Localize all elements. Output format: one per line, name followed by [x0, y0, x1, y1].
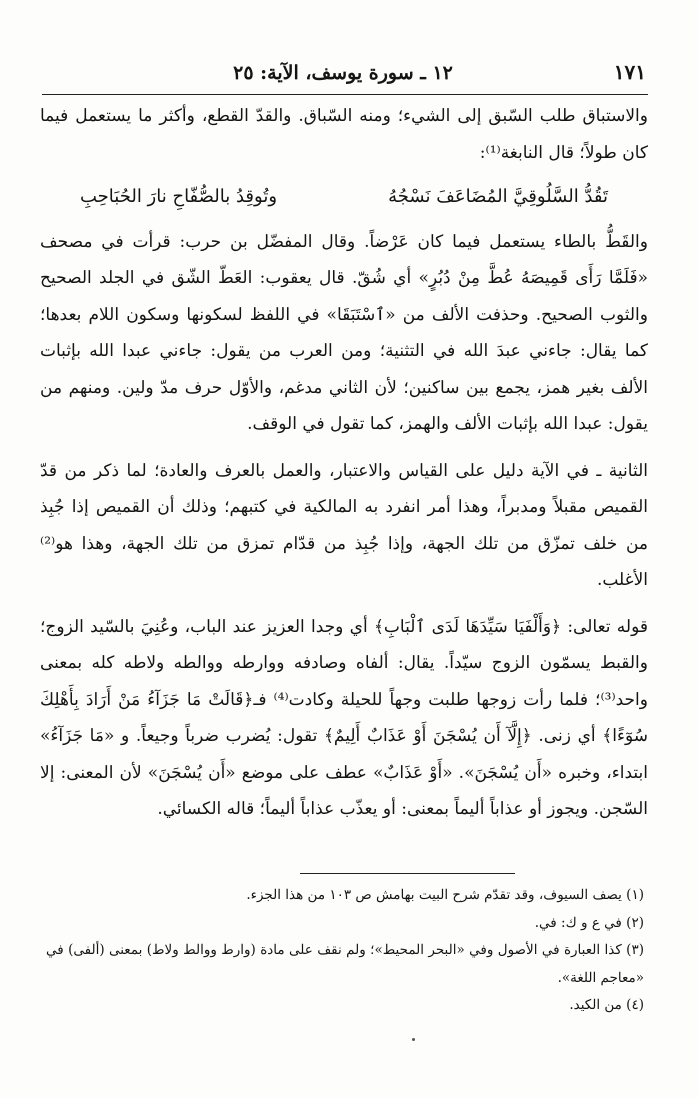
page-number: ١٧١: [613, 60, 646, 84]
footnote-rule: [300, 873, 515, 874]
paragraph-4: قوله تعالى: ﴿وَأَلْفَيَا سَيِّدَهَا لَدَى ٱلْبَابِ﴾ أي وجدا العزيز عند الباب، وعُنِيَ بالسّيد الزوج؛ والقبط يسمّون الزوج سيّداً. يقال: ألفاه وصادفه ووارطه ووالطه ولاطه كله بمعنى واحد⁽³⁾؛ فلما رأت زوجها طلبت وجهاً للحيلة وكادت⁽⁴⁾ فـ﴿قَالَتْ مَا جَزَآءُ مَنْ أَرَادَ بِأَهْلِكَ سُوٓءًا﴾ أي زنى. ﴿إِلَّآ أَن يُسْجَنَ أَوْ عَذَابٌ أَلِيمٌ﴾ تقول: يُضرب ضرباً وجيعاً. و «مَا جَزَآءُ» ابتداء، وخبره «أَن يُسْجَنَ». «أَوْ عَذَابٌ» عطف على موضع «أَن يُسْجَنَ» لأن المعنى: إلا السّجن. ويجوز أو عذاباً أليماً بمعنى: أو يعذّب عذاباً أليماً؛ قاله الكسائي.: [40, 616, 648, 819]
ink-dot: [412, 1038, 415, 1041]
verse-second-hemistich: وتُوقِدُ بالصُّفّاحِ نارَ الحُبَاحِبِ: [80, 186, 278, 207]
verse-first-hemistich: تَقُدُّ السَّلُوقِيَّ المُضَاعَفَ نَسْجُهُ: [388, 186, 608, 207]
footnote-3: (٣) كذا العبارة في الأصول وفي «البحر المحيط»؛ ولم نقف على مادة (وارط ووالط ولاط) بمعنى (ألفى) في «معاجم اللغة».: [46, 942, 644, 986]
page-header: [40, 56, 646, 92]
paragraph-spacer: [40, 599, 648, 609]
running-title: ١٢ ـ سورة يوسف، الآية: ٢٥: [233, 62, 453, 84]
poetry-verse: [40, 179, 648, 216]
paragraph-2: والقَطُّ بالطاء يستعمل فيما كان عَرْضاً. وقال المفضّل بن حرب: قرأت في مصحف «فَلَمَّا رَأَى قَمِيصَهُ عُطَّ مِنْ دُبُرٍ» أي شُقّ. قال يعقوب: العَطّ الشّق في الجلد الصحيح والثوب الصحيح. وحذفت الألف من «ٱسْتَبَقَا» في اللفظ لسكونها وسكون اللام بعدها؛ كما يقال: جاءني عبدَ الله في التثنية؛ ومن العرب من يقول: جاءني عبدا الله بإثبات الألف بغير همز، يجمع بين ساكنين؛ لأن الثاني مدغم، والأوّل حرف مدّ ولين. ومنهم من يقول: عبدا الله بإثبات الألف والهمز، كما تقول في الوقف.: [40, 231, 648, 434]
paragraph-3: الثانية ـ في الآية دليل على القياس والاعتبار، والعمل بالعرف والعادة؛ لما ذكر من قدّ القميص مقبلاً ومدبراً، وهذا أمر انفرد به المالكية في كتبهم؛ وذلك أن القميص إذا جُبِذ من خلف تمزّق من تلك الجهة، وإذا جُبِذ من قدّام تمزق من تلك الجهة، وهذا هو⁽²⁾ الأغلب.: [40, 460, 648, 590]
footnote-4: (٤) من الكيد.: [569, 997, 644, 1013]
paragraph-1: والاستباق طلب السّبق إلى الشيء؛ ومنه السّباق. والقدّ القطع، وأكثر ما يستعمل فيما كان طولاً؛ قال النابغة⁽¹⁾:: [40, 106, 648, 163]
footnotes: [46, 882, 644, 1020]
main-text: [40, 98, 648, 828]
header-rule: [42, 94, 648, 95]
footnote-1: (١) يصف السيوف، وقد تقدّم شرح البيت بهامش ص ١٠٣ من هذا الجزء.: [246, 887, 644, 903]
paragraph-spacer: [40, 443, 648, 453]
footnote-2: (٢) في ع و ك: في.: [534, 914, 644, 931]
